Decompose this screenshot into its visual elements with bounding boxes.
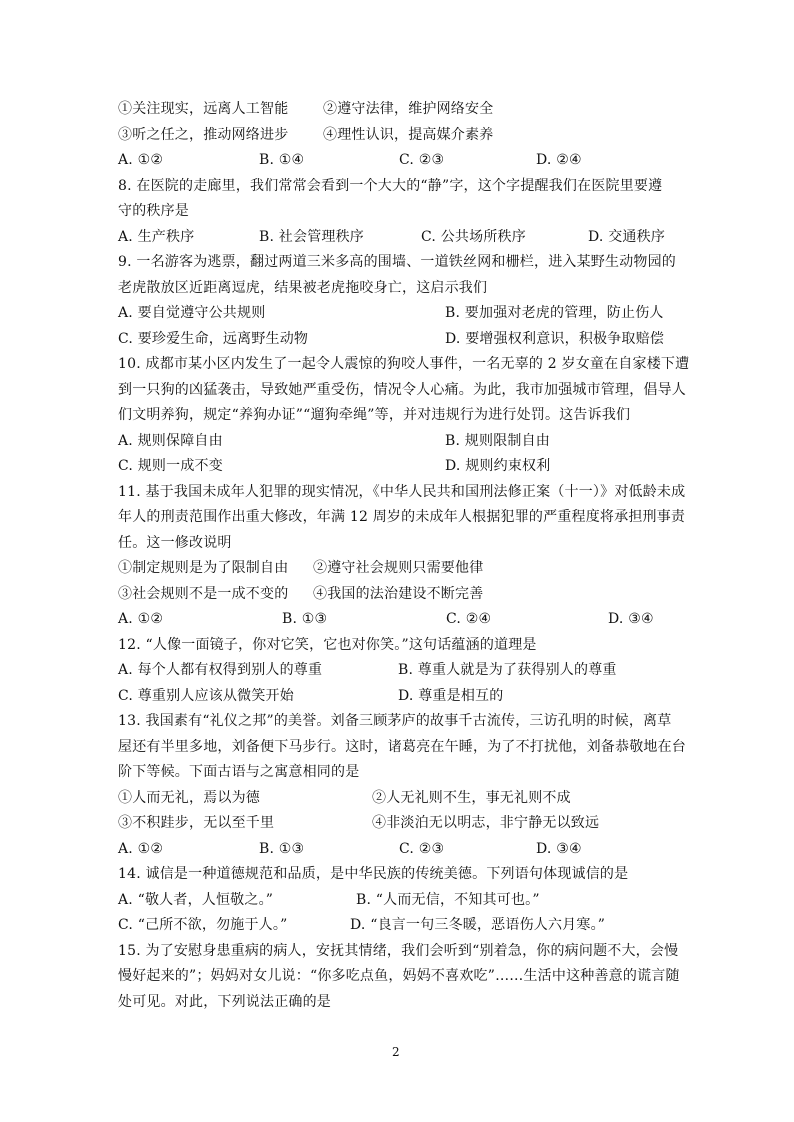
q15-stem-line-1: 15. 为了安慰身患重病的病人，安抚其情绪，我们会听到“别着急，你的病问题不大，会慢 xyxy=(118,943,679,959)
q11-stem-line-3: 任。这一修改说明 xyxy=(118,535,232,551)
q13-stem-line-1: 13. 我国素有“礼仪之邦”的美誉。刘备三顾茅庐的故事千古流传，三访孔明的时候，离草 xyxy=(118,713,672,729)
q7-choice-d: D. ②④ xyxy=(536,152,582,168)
q10-choice-b: B. 规则限制自由 xyxy=(445,433,550,449)
q12-choices-row-1 xyxy=(118,661,617,679)
q11-choice-b: B. ①③ xyxy=(282,611,328,627)
q12-choices-row-2 xyxy=(118,687,504,705)
q11-options-row-1 xyxy=(118,559,484,577)
q13-option-3: ③不积跬步，无以至千里 xyxy=(118,815,275,831)
q10-stem-line-3: 们文明养狗，规定“养狗办证”“遛狗牵绳”等，并对违规行为进行处罚。这告诉我们 xyxy=(118,407,631,423)
q10-choices-row-1 xyxy=(118,432,550,450)
q11-stem-line-1: 11. 基于我国未成年人犯罪的现实情况，《中华人民共和国刑法修正案（十一）》对低龄未成 xyxy=(118,484,686,500)
q11-option-2: ②遵守社会规则只需要他律 xyxy=(313,560,484,576)
q9-stem-line-1: 9. 一名游客为逃票，翻过两道三米多高的围墙、一道铁丝网和栅栏，进入某野生动物园的 xyxy=(118,254,677,270)
q10-stem-line-2: 到一只狗的凶猛袭击，导致她严重受伤，情况令人心痛。为此，我市加强城市管理，倡导人 xyxy=(118,382,686,398)
q13-stem-line-3: 阶下等候。下面古语与之寓意相同的是 xyxy=(118,764,360,780)
q7-option-3: ③听之任之，推动网络进步 xyxy=(118,127,289,143)
q7-choices xyxy=(118,151,582,169)
q7-option-2: ②遵守法律，维护网络安全 xyxy=(323,101,494,117)
q13-options-row-1 xyxy=(118,789,571,807)
q13-choice-a: A. ①② xyxy=(118,841,164,857)
q12-choice-a: A. 每个人都有权得到别人的尊重 xyxy=(118,662,323,678)
q14-choices-row-1 xyxy=(118,891,540,909)
q11-choice-d: D. ③④ xyxy=(608,611,654,627)
q12-choice-b: B. 尊重人就是为了获得别人的尊重 xyxy=(398,662,617,678)
q11-choice-a: A. ①② xyxy=(118,611,164,627)
q10-choices-row-2 xyxy=(118,457,551,475)
q13-option-2: ②人无礼则不生，事无礼则不成 xyxy=(372,790,571,806)
q8-choice-d: D. 交通秩序 xyxy=(588,229,666,245)
q7-option-4: ④理性认识，提高媒介素养 xyxy=(323,127,494,143)
q9-choices-row-2 xyxy=(118,330,665,348)
q14-choice-b: B. “人而无信，不知其可也。” xyxy=(356,892,540,908)
q13-stem-line-2: 屋还有半里多地，刘备便下马步行。这时，诸葛亮在午睡，为了不打扰他，刘备恭敬地在台 xyxy=(118,739,686,755)
q7-choice-a: A. ①② xyxy=(118,152,164,168)
q13-choices xyxy=(118,840,582,858)
q8-stem-line-1: 8. 在医院的走廊里，我们常常会看到一个大大的“静”字，这个字提醒我们在医院里要遵 xyxy=(118,178,663,194)
q14-choice-d: D. “良言一句三冬暖，恶语伤人六月寒。” xyxy=(350,917,606,933)
page-number: 2 xyxy=(392,1045,400,1059)
q14-choices-row-2 xyxy=(118,916,606,934)
q10-choice-d: D. 规则约束权利 xyxy=(445,458,551,474)
q15-stem-line-3: 处可见。对此，下列说法正确的是 xyxy=(118,994,331,1010)
q12-stem-line-1: 12. “人像一面镜子，你对它笑，它也对你笑。”这句话蕴涵的道理是 xyxy=(118,637,537,653)
q12-choice-d: D. 尊重是相互的 xyxy=(398,688,504,704)
q8-stem-line-2: 守的秩序是 xyxy=(118,203,189,219)
q10-stem-line-1: 10. 成都市某小区内发生了一起令人震惊的狗咬人事件，一名无辜的 2 岁女童在自家楼下遭 xyxy=(118,356,690,372)
q10-choice-c: C. 规则一成不变 xyxy=(118,458,223,474)
q14-choice-a: A. “敬人者，人恒敬之。” xyxy=(118,892,274,908)
q9-stem-line-2: 老虎散放区近距离逗虎，结果被老虎拖咬身亡，这启示我们 xyxy=(118,280,488,296)
q11-options-row-2 xyxy=(118,585,484,603)
q11-option-3: ③社会规则不是一成不变的 xyxy=(118,586,289,602)
q8-choice-b: B. 社会管理秩序 xyxy=(259,229,364,245)
q8-choice-a: A. 生产秩序 xyxy=(118,229,195,245)
q7-choice-c: C. ②③ xyxy=(399,152,445,168)
q12-choice-c: C. 尊重别人应该从微笑开始 xyxy=(118,688,294,704)
q9-choices-row-1 xyxy=(118,304,664,322)
q9-choice-d: D. 要增强权利意识，积极争取赔偿 xyxy=(445,331,665,347)
q11-choice-c: C. ②④ xyxy=(446,611,492,627)
q13-choice-d: D. ③④ xyxy=(536,841,582,857)
q13-option-1: ①人而无礼，焉以为德 xyxy=(118,790,260,806)
q11-option-4: ④我国的法治建设不断完善 xyxy=(313,586,484,602)
q7-options-row-2 xyxy=(118,126,494,144)
q11-choices xyxy=(118,610,654,628)
q13-choice-b: B. ①③ xyxy=(259,841,305,857)
q7-options-row-1 xyxy=(118,100,494,118)
q9-choice-c: C. 要珍爱生命，远离野生动物 xyxy=(118,331,309,347)
q9-choice-a: A. 要自觉遵守公共规则 xyxy=(118,305,266,321)
q14-choice-c: C. “己所不欲，勿施于人。” xyxy=(118,917,288,933)
q11-option-1: ①制定规则是为了限制自由 xyxy=(118,560,289,576)
q13-options-row-2 xyxy=(118,814,600,832)
q9-choice-b: B. 要加强对老虎的管理，防止伤人 xyxy=(445,305,664,321)
q11-stem-line-2: 年人的刑责范围作出重大修改，年满 12 周岁的未成年人根据犯罪的严重程度将承担刑事责 xyxy=(118,509,686,525)
q7-choice-b: B. ①④ xyxy=(259,152,305,168)
q8-choice-c: C. 公共场所秩序 xyxy=(421,229,526,245)
q7-option-1: ①关注现实，远离人工智能 xyxy=(118,101,289,117)
q10-choice-a: A. 规则保障自由 xyxy=(118,433,223,449)
q15-stem-line-2: 慢好起来的”；妈妈对女儿说：“你多吃点鱼，妈妈不喜欢吃”……生活中这种善意的谎言随 xyxy=(118,968,680,984)
q14-stem-line-1: 14. 诚信是一种道德规范和品质，是中华民族的传统美德。下列语句体现诚信的是 xyxy=(118,866,629,882)
q13-option-4: ④非淡泊无以明志，非宁静无以致远 xyxy=(372,815,600,831)
q8-choices xyxy=(118,228,666,246)
q13-choice-c: C. ②③ xyxy=(399,841,445,857)
